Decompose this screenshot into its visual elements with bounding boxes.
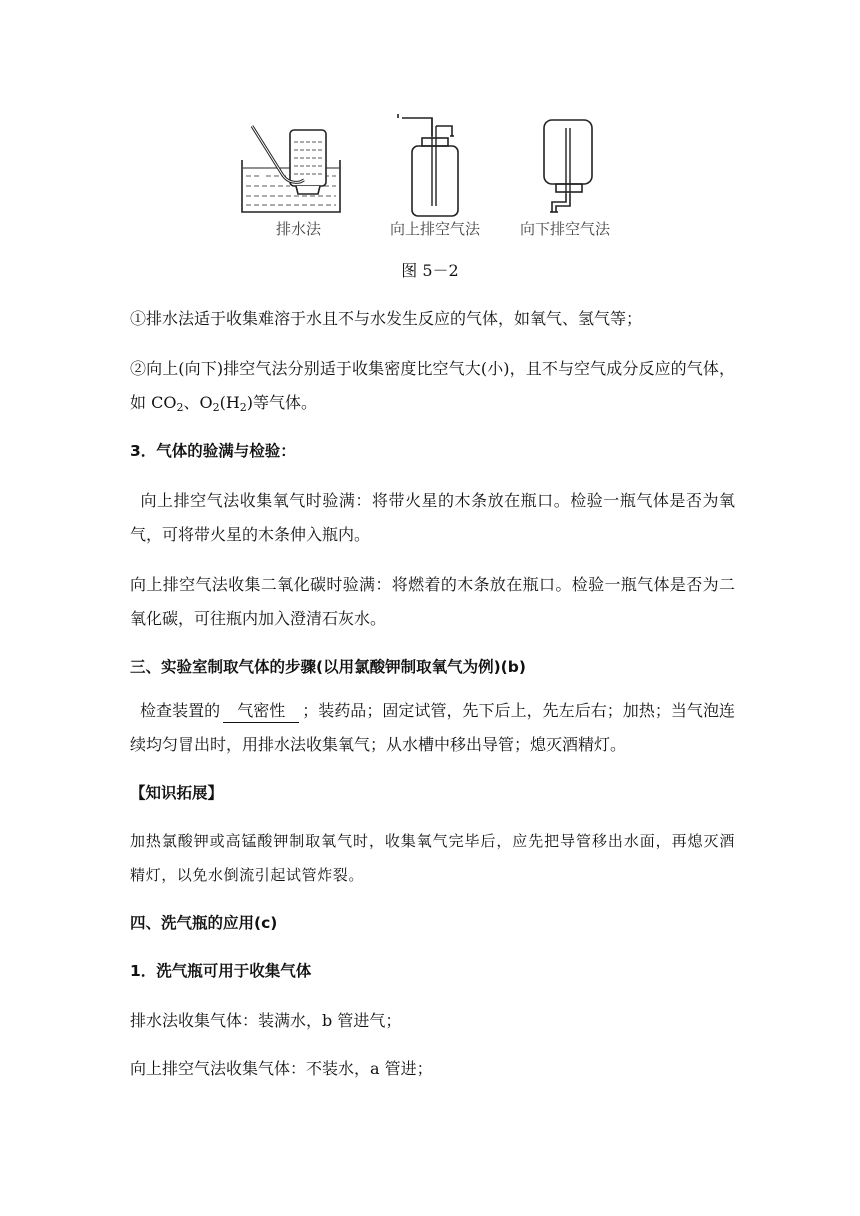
paragraph-air-collection: 向上排空气法收集气体：不装水，a 管进； [130,1059,433,1078]
p2-part-d: )等气体。 [246,393,318,412]
upward-displacement-apparatus [398,114,458,216]
heading-gas-washing-bottle: 1．洗气瓶可用于收集气体 [130,962,312,980]
paragraph-extension: 加热氯酸钾或高锰酸钾制取氧气时，收集氧气完毕后，应先把导管移出水面，再熄灭酒精灯，以免水倒流引起试管炸裂。 [130,832,735,884]
p3-text: 向上排空气法收集氧气时验满：将带火星的木条放在瓶口。检验一瓶气体是否为氧气，可将带火星的木条伸入瓶内。 [130,491,735,544]
p2-part-c: (H [219,393,240,412]
fill-blank-answer: 气密性 [223,700,299,723]
caption-water-displacement: 排水法 [276,220,322,238]
figure-title: 图 5－2 [401,261,459,280]
paragraph-oxygen-test [130,484,735,552]
heading-section-4: 四、洗气瓶的应用(c) [130,914,278,932]
apparatus-drawing [230,108,630,218]
paragraph-air-method [130,352,735,420]
caption-downward-displacement: 向下排空气法 [520,220,611,238]
p5-after: ；装药品；固定试管，先下后上，先左后右；加热；当气泡连续均匀冒出时，用排水法收集氧气；从水槽中移出导管；熄灭酒精灯。 [130,701,735,754]
p2-sub-1: 2 [176,401,184,414]
heading-gas-test: 3．气体的验满与检验： [130,442,296,460]
p2-part-b: 、O [183,393,213,412]
downward-displacement-apparatus [544,120,592,212]
heading-section-3: 三、实验室制取气体的步骤(以用氯酸钾制取氧气为例)(b) [130,658,526,676]
heading-knowledge-extension: 【知识拓展】 [130,784,224,802]
p2-sub-3: 2 [239,401,247,414]
p2-part-a: ②向上(向下)排空气法分别适于收集密度比空气大(小)，且不与空气成分反应的气体，如 CO [130,359,735,412]
p5-before: 检查装置的 [140,701,221,720]
paragraph-water-method: ①排水法适于收集难溶于水且不与水发生反应的气体，如氧气、氢气等； [130,309,643,328]
water-trough-apparatus [242,126,340,212]
p2-sub-2: 2 [212,401,220,414]
caption-upward-displacement: 向上排空气法 [390,220,481,238]
paragraph-steps [130,694,735,762]
paragraph-water-collection: 排水法收集气体：装满水，b 管进气； [130,1011,402,1030]
paragraph-co2-test: 向上排空气法收集二氧化碳时验满：将燃着的木条放在瓶口。检验一瓶气体是否为二氧化碳，可往瓶内加入澄清石灰水。 [130,575,735,628]
